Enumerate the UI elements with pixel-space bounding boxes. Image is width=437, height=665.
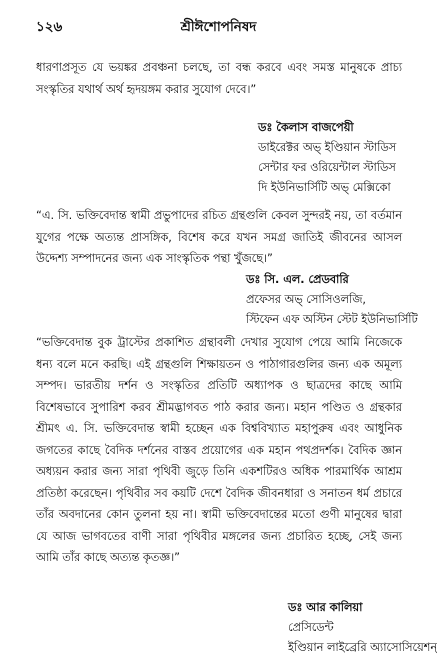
signature-line: স্টিফেন এফ অস্টিন স্টেট ইউনিভার্সিটি xyxy=(246,313,418,326)
page-header xyxy=(36,16,401,38)
running-title: শ্রীঈশোপনিষদ xyxy=(180,19,257,35)
signature-line: দি ইউনিভার্সিটি অভ্ মেক্সিকো xyxy=(258,181,391,194)
quote-2-text: “এ. সি. ভক্তিবেদান্ত স্বামী প্রভুপাদের রচিত গ্রন্থগুলি কেবল সুন্দরই নয়, তা বর্তমান যুগের পক্ষে অত্যন্ত প্রাসঙ্গিক, বিশেষ করে যখন সমগ্র জাতিই জীবনের আসল উদ্দেশ্য সম্পাদনের জন্য এক সাংস্কৃতিক পন্থা খুঁজছে।” xyxy=(36,209,402,265)
quote-2-signature xyxy=(246,270,418,330)
signature-line: প্রফেসর অভ্ সোসিওলজি, xyxy=(246,293,366,306)
signature-line: ডাইরেক্টর অভ্ ইণ্ডিয়ান স্টাডিস xyxy=(258,141,397,154)
quote-1-text: ধারণাপ্রসূত যে ভয়ঙ্কর প্রবঞ্চনা চলছে, তা বন্ধ করবে এবং সমস্ত মানুষকে প্রাচ্য সংস্কৃতির যথার্থ অর্থ হৃদয়ঙ্গম করার সুযোগ দেবে।” xyxy=(36,61,402,96)
quote-3-text: “ভক্তিবেদান্ত বুক ট্রাস্টের প্রকাশিত গ্রন্থাবলী দেখার সুযোগ পেয়ে আমি নিজেকে ধন্য বলে মনে করছি। এই গ্রন্থগুলি শিক্ষায়তন ও পাঠাগারগুলির জন্য এক অমূল্য সম্পদ। ভারতীয় দর্শন ও সংস্কৃতির প্রতিটি অধ্যাপক ও ছাত্রদের কাছে আমি বিশেষভাবে সুপারিশ করব শ্রীমদ্ভাগবত পাঠ করার জন্য। মহান পণ্ডিত ও গ্রন্থকার শ্রীমৎ এ. সি. ভক্তিবেদান্ত স্বামী হচ্ছেন এক বিশ্ববিখ্যাত মহাপুরুষ এবং আধুনিক জগতের কাছে বৈদিক দর্শনের বাস্তব প্রয়োগের এক মহান পথপ্রদর্শক। বৈদিক জ্ঞান অধ্যয়ন করার জন্য সারা পৃথিবী জুড়ে তিনি একশটিরও অধিক পারমার্থিক আশ্রম প্রতিষ্ঠা করেছেন। পৃথিবীর সব কয়টি দেশে বৈদিক জীবনধারা ও সনাতন ধর্ম প্রচারে তাঁর অবদানের কোন তুলনা হয় না। স্বামী ভক্তিবেদান্তের মতো গুণী মানুষের দ্বারা যে আজ ভাগবতের বাণী সারা পৃথিবীর মঙ্গলের জন্য প্রচারিত হচ্ছে, সেই জন্য আমি তাঁর কাছে অত্যন্ত কৃতজ্ঞ।” xyxy=(36,336,402,564)
signature-name: ডঃ আর কালিয়া xyxy=(288,601,363,614)
signature-name: ডঃ সি. এল. প্রেডবারি xyxy=(246,273,349,286)
signature-line: প্রেসিডেন্ট xyxy=(288,621,334,634)
quote-1-signature xyxy=(258,118,396,198)
page-number: ১২৬ xyxy=(36,19,63,35)
signature-line: সেন্টার ফর ওরিয়েন্টাল স্টাডিস xyxy=(258,161,396,174)
quote-3-signature xyxy=(288,598,437,658)
signature-name: ডঃ কৈলাস বাজপেয়ী xyxy=(258,121,354,134)
signature-line: ইণ্ডিয়ান লাইব্রেরি অ্যাসোসিয়েশন্ xyxy=(288,641,437,654)
